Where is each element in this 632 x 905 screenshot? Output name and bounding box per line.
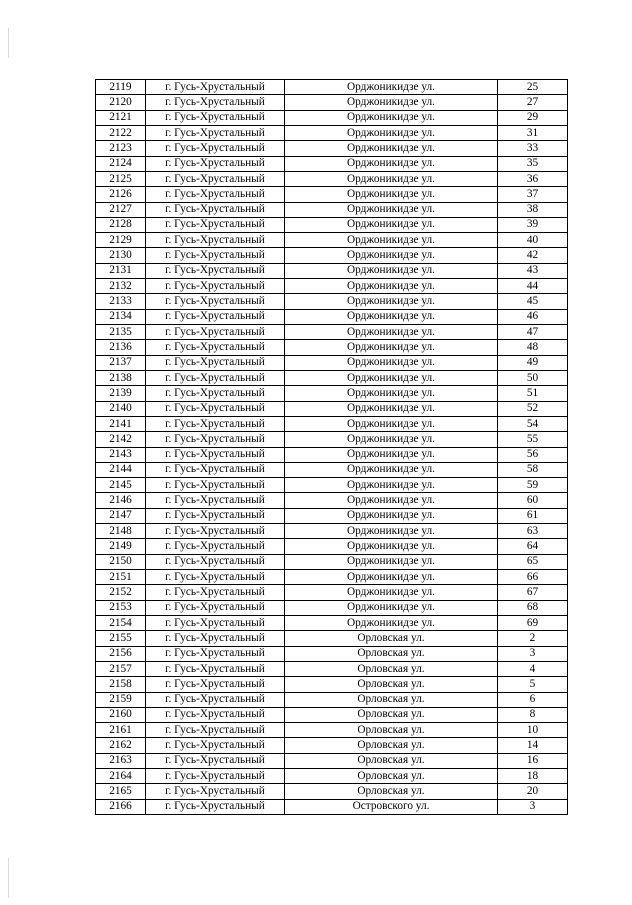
row-number-cell: 2128 (96, 217, 146, 232)
table-row (96, 661, 568, 676)
table-row (96, 738, 568, 753)
house-number-cell: 67 (498, 585, 568, 600)
street-cell: Орловская ул. (285, 631, 498, 646)
house-number-cell: 52 (498, 401, 568, 416)
city-cell: г. Гусь-Хрустальный (146, 508, 285, 523)
city-cell: г. Гусь-Хрустальный (146, 125, 285, 140)
row-number-cell: 2143 (96, 447, 146, 462)
row-number-cell: 2157 (96, 661, 146, 676)
house-number-cell: 68 (498, 600, 568, 615)
table-row (96, 248, 568, 263)
city-cell: г. Гусь-Хрустальный (146, 325, 285, 340)
city-cell: г. Гусь-Хрустальный (146, 294, 285, 309)
street-cell: Орджоникидзе ул. (285, 478, 498, 493)
table-row (96, 570, 568, 585)
street-cell: Орджоникидзе ул. (285, 202, 498, 217)
row-number-cell: 2158 (96, 677, 146, 692)
house-number-cell: 54 (498, 416, 568, 431)
city-cell: г. Гусь-Хрустальный (146, 661, 285, 676)
street-cell: Орловская ул. (285, 738, 498, 753)
table-row (96, 340, 568, 355)
street-cell: Орловская ул. (285, 692, 498, 707)
city-cell: г. Гусь-Хрустальный (146, 692, 285, 707)
table-row (96, 631, 568, 646)
street-cell: Орджоникидзе ул. (285, 80, 498, 95)
address-table-body (96, 80, 568, 815)
row-number-cell: 2148 (96, 524, 146, 539)
street-cell: Орджоникидзе ул. (285, 187, 498, 202)
city-cell: г. Гусь-Хрустальный (146, 753, 285, 768)
street-cell: Орджоникидзе ул. (285, 585, 498, 600)
table-row (96, 585, 568, 600)
street-cell: Орловская ул. (285, 646, 498, 661)
city-cell: г. Гусь-Хрустальный (146, 248, 285, 263)
house-number-cell: 50 (498, 370, 568, 385)
city-cell: г. Гусь-Хрустальный (146, 187, 285, 202)
city-cell: г. Гусь-Хрустальный (146, 615, 285, 630)
row-number-cell: 2129 (96, 233, 146, 248)
house-number-cell: 27 (498, 95, 568, 110)
row-number-cell: 2165 (96, 784, 146, 799)
table-row (96, 600, 568, 615)
table-row (96, 723, 568, 738)
row-number-cell: 2133 (96, 294, 146, 309)
row-number-cell: 2131 (96, 263, 146, 278)
table-row (96, 784, 568, 799)
table-row (96, 279, 568, 294)
house-number-cell: 4 (498, 661, 568, 676)
row-number-cell: 2149 (96, 539, 146, 554)
street-cell: Орджоникидзе ул. (285, 217, 498, 232)
table-row (96, 692, 568, 707)
row-number-cell: 2141 (96, 416, 146, 431)
table-row (96, 493, 568, 508)
street-cell: Орджоникидзе ул. (285, 110, 498, 125)
city-cell: г. Гусь-Хрустальный (146, 799, 285, 814)
city-cell: г. Гусь-Хрустальный (146, 677, 285, 692)
city-cell: г. Гусь-Хрустальный (146, 554, 285, 569)
row-number-cell: 2155 (96, 631, 146, 646)
table-row (96, 110, 568, 125)
house-number-cell: 3 (498, 799, 568, 814)
city-cell: г. Гусь-Хрустальный (146, 631, 285, 646)
city-cell: г. Гусь-Хрустальный (146, 309, 285, 324)
city-cell: г. Гусь-Хрустальный (146, 784, 285, 799)
table-row (96, 355, 568, 370)
house-number-cell: 42 (498, 248, 568, 263)
table-row (96, 462, 568, 477)
house-number-cell: 5 (498, 677, 568, 692)
house-number-cell: 49 (498, 355, 568, 370)
street-cell: Орджоникидзе ул. (285, 615, 498, 630)
row-number-cell: 2137 (96, 355, 146, 370)
table-row (96, 508, 568, 523)
street-cell: Орджоникидзе ул. (285, 416, 498, 431)
city-cell: г. Гусь-Хрустальный (146, 416, 285, 431)
street-cell: Орджоникидзе ул. (285, 141, 498, 156)
house-number-cell: 45 (498, 294, 568, 309)
city-cell: г. Гусь-Хрустальный (146, 432, 285, 447)
row-number-cell: 2163 (96, 753, 146, 768)
city-cell: г. Гусь-Хрустальный (146, 738, 285, 753)
street-cell: Островского ул. (285, 799, 498, 814)
table-row (96, 370, 568, 385)
row-number-cell: 2150 (96, 554, 146, 569)
table-row (96, 386, 568, 401)
row-number-cell: 2164 (96, 769, 146, 784)
table-row (96, 156, 568, 171)
city-cell: г. Гусь-Хрустальный (146, 493, 285, 508)
street-cell: Орловская ул. (285, 723, 498, 738)
city-cell: г. Гусь-Хрустальный (146, 570, 285, 585)
street-cell: Орджоникидзе ул. (285, 279, 498, 294)
house-number-cell: 51 (498, 386, 568, 401)
table-row (96, 799, 568, 814)
table-row (96, 95, 568, 110)
house-number-cell: 69 (498, 615, 568, 630)
house-number-cell: 61 (498, 508, 568, 523)
city-cell: г. Гусь-Хрустальный (146, 600, 285, 615)
street-cell: Орджоникидзе ул. (285, 248, 498, 263)
street-cell: Орджоникидзе ул. (285, 95, 498, 110)
street-cell: Орджоникидзе ул. (285, 462, 498, 477)
house-number-cell: 39 (498, 217, 568, 232)
street-cell: Орджоникидзе ул. (285, 156, 498, 171)
city-cell: г. Гусь-Хрустальный (146, 401, 285, 416)
house-number-cell: 33 (498, 141, 568, 156)
city-cell: г. Гусь-Хрустальный (146, 279, 285, 294)
house-number-cell: 56 (498, 447, 568, 462)
house-number-cell: 55 (498, 432, 568, 447)
street-cell: Орловская ул. (285, 769, 498, 784)
city-cell: г. Гусь-Хрустальный (146, 707, 285, 722)
house-number-cell: 25 (498, 80, 568, 95)
house-number-cell: 10 (498, 723, 568, 738)
row-number-cell: 2160 (96, 707, 146, 722)
street-cell: Орджоникидзе ул. (285, 125, 498, 140)
street-cell: Орловская ул. (285, 707, 498, 722)
house-number-cell: 8 (498, 707, 568, 722)
house-number-cell: 65 (498, 554, 568, 569)
city-cell: г. Гусь-Хрустальный (146, 386, 285, 401)
row-number-cell: 2125 (96, 171, 146, 186)
row-number-cell: 2138 (96, 370, 146, 385)
street-cell: Орджоникидзе ул. (285, 447, 498, 462)
row-number-cell: 2124 (96, 156, 146, 171)
city-cell: г. Гусь-Хрустальный (146, 263, 285, 278)
house-number-cell: 40 (498, 233, 568, 248)
street-cell: Орловская ул. (285, 753, 498, 768)
table-row (96, 447, 568, 462)
table-row (96, 646, 568, 661)
row-number-cell: 2152 (96, 585, 146, 600)
house-number-cell: 44 (498, 279, 568, 294)
street-cell: Орджоникидзе ул. (285, 493, 498, 508)
house-number-cell: 58 (498, 462, 568, 477)
table-row (96, 187, 568, 202)
house-number-cell: 14 (498, 738, 568, 753)
street-cell: Орджоникидзе ул. (285, 554, 498, 569)
street-cell: Орджоникидзе ул. (285, 401, 498, 416)
row-number-cell: 2140 (96, 401, 146, 416)
row-number-cell: 2151 (96, 570, 146, 585)
row-number-cell: 2146 (96, 493, 146, 508)
house-number-cell: 60 (498, 493, 568, 508)
city-cell: г. Гусь-Хрустальный (146, 202, 285, 217)
table-row (96, 539, 568, 554)
city-cell: г. Гусь-Хрустальный (146, 524, 285, 539)
table-row (96, 202, 568, 217)
row-number-cell: 2159 (96, 692, 146, 707)
table-row (96, 80, 568, 95)
house-number-cell: 31 (498, 125, 568, 140)
city-cell: г. Гусь-Хрустальный (146, 141, 285, 156)
city-cell: г. Гусь-Хрустальный (146, 539, 285, 554)
house-number-cell: 47 (498, 325, 568, 340)
row-number-cell: 2119 (96, 80, 146, 95)
street-cell: Орджоникидзе ул. (285, 524, 498, 539)
row-number-cell: 2136 (96, 340, 146, 355)
house-number-cell: 6 (498, 692, 568, 707)
house-number-cell: 36 (498, 171, 568, 186)
row-number-cell: 2144 (96, 462, 146, 477)
street-cell: Орджоникидзе ул. (285, 263, 498, 278)
table-row (96, 753, 568, 768)
city-cell: г. Гусь-Хрустальный (146, 340, 285, 355)
city-cell: г. Гусь-Хрустальный (146, 585, 285, 600)
house-number-cell: 35 (498, 156, 568, 171)
city-cell: г. Гусь-Хрустальный (146, 355, 285, 370)
row-number-cell: 2134 (96, 309, 146, 324)
row-number-cell: 2161 (96, 723, 146, 738)
house-number-cell: 20 (498, 784, 568, 799)
house-number-cell: 38 (498, 202, 568, 217)
row-number-cell: 2135 (96, 325, 146, 340)
street-cell: Орловская ул. (285, 661, 498, 676)
house-number-cell: 59 (498, 478, 568, 493)
street-cell: Орджоникидзе ул. (285, 340, 498, 355)
row-number-cell: 2139 (96, 386, 146, 401)
table-row (96, 263, 568, 278)
street-cell: Орджоникидзе ул. (285, 325, 498, 340)
row-number-cell: 2142 (96, 432, 146, 447)
table-row (96, 677, 568, 692)
row-number-cell: 2166 (96, 799, 146, 814)
table-row (96, 432, 568, 447)
city-cell: г. Гусь-Хрустальный (146, 80, 285, 95)
table-row (96, 325, 568, 340)
city-cell: г. Гусь-Хрустальный (146, 217, 285, 232)
city-cell: г. Гусь-Хрустальный (146, 478, 285, 493)
house-number-cell: 37 (498, 187, 568, 202)
house-number-cell: 3 (498, 646, 568, 661)
street-cell: Орджоникидзе ул. (285, 432, 498, 447)
table-row (96, 554, 568, 569)
house-number-cell: 63 (498, 524, 568, 539)
street-cell: Орловская ул. (285, 677, 498, 692)
city-cell: г. Гусь-Хрустальный (146, 370, 285, 385)
city-cell: г. Гусь-Хрустальный (146, 95, 285, 110)
scan-edge-mark (8, 858, 9, 898)
street-cell: Орджоникидзе ул. (285, 355, 498, 370)
row-number-cell: 2162 (96, 738, 146, 753)
row-number-cell: 2154 (96, 615, 146, 630)
row-number-cell: 2130 (96, 248, 146, 263)
city-cell: г. Гусь-Хрустальный (146, 110, 285, 125)
city-cell: г. Гусь-Хрустальный (146, 723, 285, 738)
city-cell: г. Гусь-Хрустальный (146, 156, 285, 171)
street-cell: Орджоникидзе ул. (285, 508, 498, 523)
table-row (96, 478, 568, 493)
table-row (96, 707, 568, 722)
city-cell: г. Гусь-Хрустальный (146, 646, 285, 661)
table-row (96, 309, 568, 324)
house-number-cell: 2 (498, 631, 568, 646)
row-number-cell: 2145 (96, 478, 146, 493)
scan-edge-mark (8, 28, 9, 58)
city-cell: г. Гусь-Хрустальный (146, 769, 285, 784)
street-cell: Орджоникидзе ул. (285, 570, 498, 585)
row-number-cell: 2126 (96, 187, 146, 202)
table-row (96, 294, 568, 309)
house-number-cell: 29 (498, 110, 568, 125)
street-cell: Орджоникидзе ул. (285, 370, 498, 385)
address-table (95, 79, 568, 815)
city-cell: г. Гусь-Хрустальный (146, 447, 285, 462)
row-number-cell: 2153 (96, 600, 146, 615)
row-number-cell: 2156 (96, 646, 146, 661)
table-row (96, 217, 568, 232)
street-cell: Орджоникидзе ул. (285, 539, 498, 554)
row-number-cell: 2132 (96, 279, 146, 294)
city-cell: г. Гусь-Хрустальный (146, 462, 285, 477)
house-number-cell: 48 (498, 340, 568, 355)
table-row (96, 615, 568, 630)
street-cell: Орджоникидзе ул. (285, 600, 498, 615)
table-row (96, 171, 568, 186)
table-row (96, 416, 568, 431)
house-number-cell: 64 (498, 539, 568, 554)
street-cell: Орджоникидзе ул. (285, 309, 498, 324)
street-cell: Орджоникидзе ул. (285, 386, 498, 401)
street-cell: Орджоникидзе ул. (285, 171, 498, 186)
row-number-cell: 2121 (96, 110, 146, 125)
house-number-cell: 66 (498, 570, 568, 585)
street-cell: Орловская ул. (285, 784, 498, 799)
house-number-cell: 46 (498, 309, 568, 324)
table-row (96, 233, 568, 248)
row-number-cell: 2122 (96, 125, 146, 140)
table-row (96, 769, 568, 784)
house-number-cell: 16 (498, 753, 568, 768)
city-cell: г. Гусь-Хрустальный (146, 233, 285, 248)
house-number-cell: 43 (498, 263, 568, 278)
row-number-cell: 2127 (96, 202, 146, 217)
row-number-cell: 2147 (96, 508, 146, 523)
street-cell: Орджоникидзе ул. (285, 294, 498, 309)
table-row (96, 401, 568, 416)
table-row (96, 524, 568, 539)
table-row (96, 141, 568, 156)
row-number-cell: 2123 (96, 141, 146, 156)
street-cell: Орджоникидзе ул. (285, 233, 498, 248)
table-row (96, 125, 568, 140)
row-number-cell: 2120 (96, 95, 146, 110)
house-number-cell: 18 (498, 769, 568, 784)
city-cell: г. Гусь-Хрустальный (146, 171, 285, 186)
